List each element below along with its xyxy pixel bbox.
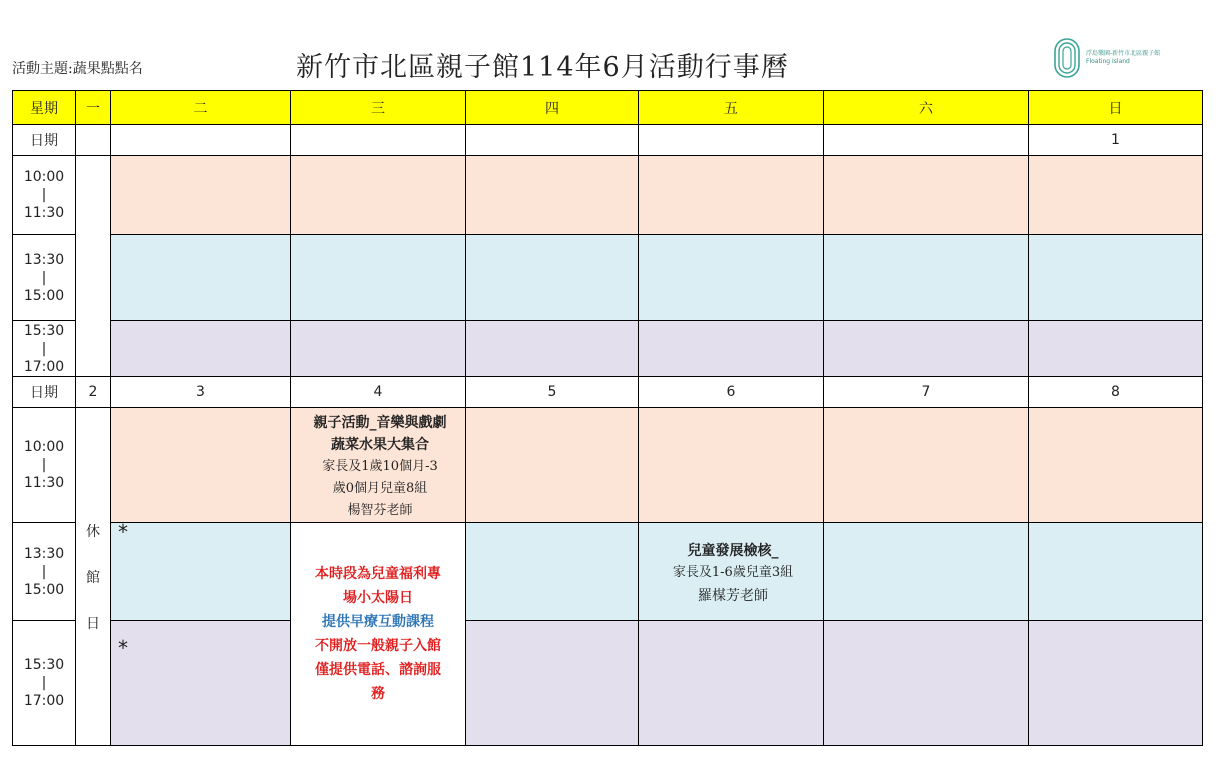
calendar-cell — [111, 408, 291, 523]
weekday-header-row — [13, 91, 1203, 125]
event-development-check: 兒童發展檢核_ 家長及1-6歲兒童3組 羅楳芳老師 — [639, 523, 824, 621]
weekday-mon: 一 — [76, 91, 111, 125]
time-slot-noon: 13:30 | 15:00 — [13, 523, 76, 621]
date-cell — [466, 125, 639, 156]
slot-row-noon — [13, 523, 1203, 621]
calendar-cell — [1029, 321, 1203, 377]
calendar-cell — [1029, 156, 1203, 235]
calendar-cell — [639, 621, 824, 746]
calendar-cell — [291, 235, 466, 321]
date-cell: 5 — [466, 377, 639, 408]
time-slot-morning: 10:00 | 11:30 — [13, 156, 76, 235]
calendar-cell — [824, 321, 1029, 377]
logo — [1054, 38, 1184, 78]
page-title: 新竹市北區親子館114年6月活動行事曆 — [296, 52, 789, 83]
weekday-tue: 二 — [111, 91, 291, 125]
calendar-cell — [111, 156, 291, 235]
calendar-cell — [1029, 523, 1203, 621]
island-logo-icon — [1054, 38, 1080, 78]
calendar-cell — [291, 156, 466, 235]
calendar-cell — [466, 621, 639, 746]
date-cell: 6 — [639, 377, 824, 408]
calendar-cell — [639, 321, 824, 377]
calendar-cell — [466, 408, 639, 523]
weekday-fri: 五 — [639, 91, 824, 125]
date-cell — [76, 125, 111, 156]
calendar-cell — [824, 408, 1029, 523]
date-row-week2 — [13, 377, 1203, 408]
slot-row-afternoon — [13, 321, 1203, 377]
calendar-cell — [824, 621, 1029, 746]
logo-text: 浮島樂園-新竹市北區親子館 Floating Island — [1086, 50, 1161, 65]
calendar-cell — [111, 235, 291, 321]
date-cell: 3 — [111, 377, 291, 408]
calendar-cell — [291, 321, 466, 377]
date-cell: 2 — [76, 377, 111, 408]
date-label: 日期 — [13, 377, 76, 408]
calendar-cell — [111, 523, 291, 621]
calendar-cell — [111, 621, 291, 746]
calendar-cell — [466, 321, 639, 377]
weekday-wed: 三 — [291, 91, 466, 125]
date-cell — [824, 125, 1029, 156]
calendar-table — [12, 90, 1203, 746]
weekday-label: 星期 — [13, 91, 76, 125]
asterisk-mark: * — [118, 520, 128, 544]
calendar-cell — [466, 523, 639, 621]
calendar-cell — [466, 235, 639, 321]
time-slot-afternoon: 15:30 | 17:00 — [13, 621, 76, 746]
calendar-cell — [824, 156, 1029, 235]
slot-row-noon — [13, 235, 1203, 321]
calendar-cell — [111, 321, 291, 377]
calendar-cell — [639, 235, 824, 321]
weekday-thu: 四 — [466, 91, 639, 125]
closed-day-cell: 休 館 日 — [76, 408, 111, 746]
date-cell: 4 — [291, 377, 466, 408]
calendar-cell — [639, 408, 824, 523]
event-music-drama: 親子活動_音樂與戲劇 蔬菜水果大集合 家長及1歲10個月-3 歲0個月兒童8組 楊智芬老師 — [291, 408, 466, 523]
activity-theme: 活動主題:蔬果點點名 — [12, 61, 143, 77]
monday-blank-cell — [76, 156, 111, 377]
date-row-week1 — [13, 125, 1203, 156]
time-slot-afternoon: 15:30 | 17:00 — [13, 321, 76, 377]
date-label: 日期 — [13, 125, 76, 156]
calendar-cell — [1029, 235, 1203, 321]
date-cell: 1 — [1029, 125, 1203, 156]
weekday-sun: 日 — [1029, 91, 1203, 125]
calendar-cell — [466, 156, 639, 235]
calendar-cell — [1029, 621, 1203, 746]
calendar-cell — [824, 235, 1029, 321]
date-cell — [291, 125, 466, 156]
date-cell: 8 — [1029, 377, 1203, 408]
date-cell — [111, 125, 291, 156]
slot-row-morning — [13, 408, 1203, 523]
slot-row-morning — [13, 156, 1203, 235]
time-slot-noon: 13:30 | 15:00 — [13, 235, 76, 321]
welfare-session-notice: 本時段為兒童福利專 場小太陽日 提供早療互動課程 不開放一般親子入館 僅提供電話、諮詢服 務 — [291, 523, 466, 746]
weekday-sat: 六 — [824, 91, 1029, 125]
calendar-cell — [824, 523, 1029, 621]
date-cell — [639, 125, 824, 156]
asterisk-mark: * — [118, 636, 128, 660]
slot-row-afternoon — [13, 621, 1203, 746]
time-slot-morning: 10:00 | 11:30 — [13, 408, 76, 523]
calendar-cell — [1029, 408, 1203, 523]
date-cell: 7 — [824, 377, 1029, 408]
calendar-cell — [639, 156, 824, 235]
